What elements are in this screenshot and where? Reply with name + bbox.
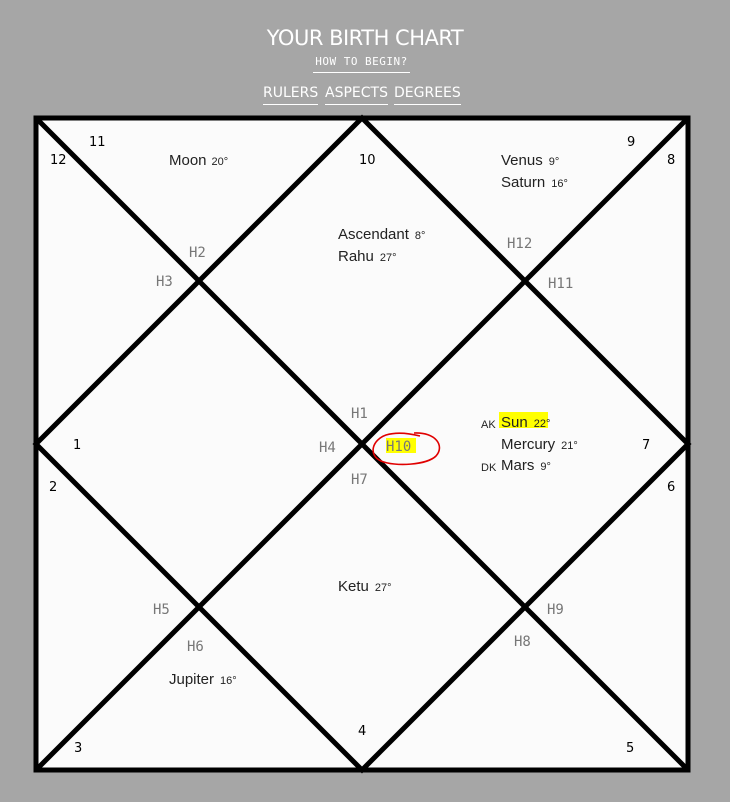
planet-ascendant: Ascendant 8° (338, 226, 426, 243)
sign-number: 2 (49, 480, 58, 495)
how-to-begin-link[interactable]: HOW TO BEGIN? (313, 55, 410, 73)
nav-rulers[interactable]: RULERS (263, 85, 318, 105)
sign-number: 10 (359, 153, 376, 168)
planet-ketu: Ketu 27° (338, 578, 392, 595)
house-label-h12: H12 (507, 236, 533, 252)
planet-sun: Sun 22° (501, 414, 551, 431)
house-label-h7: H7 (351, 472, 368, 488)
planet-moon: Moon 20° (169, 152, 229, 169)
sign-number: 3 (74, 741, 83, 756)
page-title: YOUR BIRTH CHART (266, 26, 464, 50)
sign-number: 6 (667, 480, 676, 495)
planet-prefix-dk: DK (481, 462, 497, 474)
planet-mercury: Mercury 21° (501, 436, 578, 453)
sign-number: 8 (667, 153, 676, 168)
house-label-h2: H2 (189, 245, 206, 261)
house-label-h10: H10 (386, 439, 412, 455)
sign-number: 7 (642, 438, 651, 453)
sign-number: 5 (626, 741, 635, 756)
nav-aspects[interactable]: ASPECTS (325, 85, 388, 105)
house-label-h8: H8 (514, 634, 531, 650)
planet-jupiter: Jupiter 16° (169, 671, 237, 688)
planet-rahu: Rahu 27° (338, 248, 397, 265)
planet-venus: Venus 9° (501, 152, 560, 169)
nav-degrees[interactable]: DEGREES (394, 85, 461, 105)
sign-number: 9 (627, 135, 636, 150)
sign-number: 4 (358, 724, 367, 739)
house-label-h9: H9 (547, 602, 564, 618)
house-label-h3: H3 (156, 274, 173, 290)
planet-saturn: Saturn 16° (501, 174, 568, 191)
house-label-h1: H1 (351, 406, 368, 422)
sign-number: 11 (89, 135, 106, 150)
house-label-h11: H11 (548, 276, 574, 292)
planet-mars: Mars 9° (501, 457, 551, 474)
house-label-h6: H6 (187, 639, 204, 655)
sign-number: 1 (73, 438, 82, 453)
sign-number: 12 (50, 153, 67, 168)
house-label-h5: H5 (153, 602, 170, 618)
house-label-h4: H4 (319, 440, 336, 456)
planet-prefix-ak: AK (481, 419, 496, 431)
